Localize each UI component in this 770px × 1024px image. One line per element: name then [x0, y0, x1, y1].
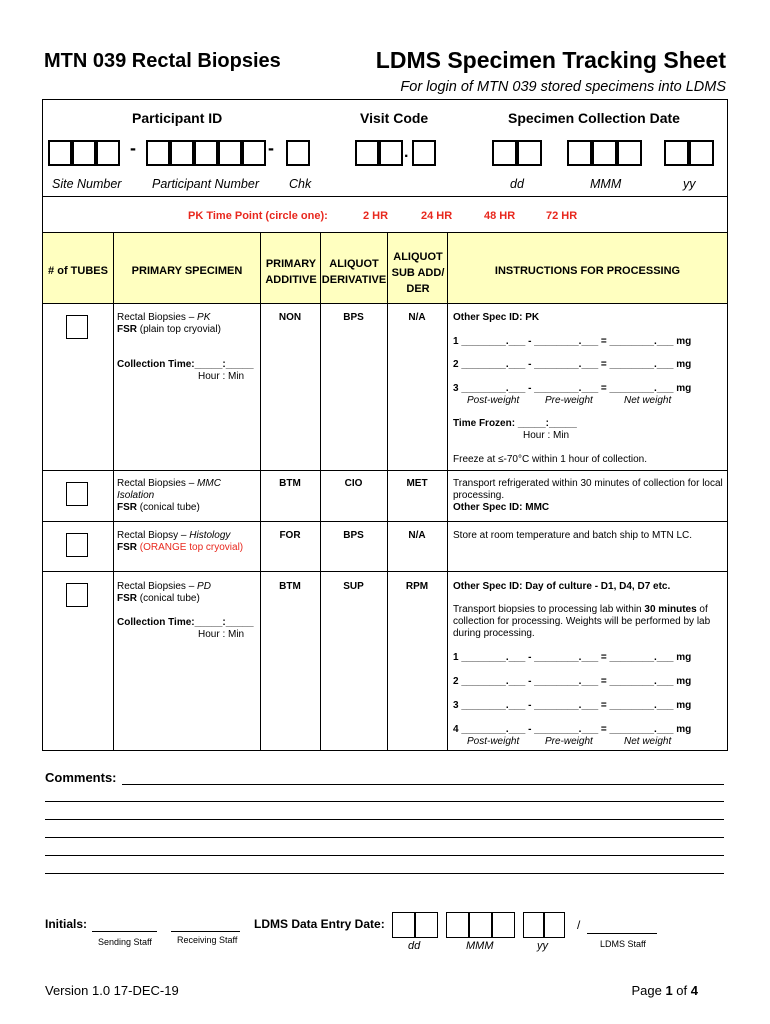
version-label: Version 1.0 17-DEC-19 — [45, 983, 179, 998]
instr-title-pd: Other Spec ID: Day of culture - D1, D4, D7 etc. — [453, 581, 671, 592]
derivative-mmc: CIO — [344, 478, 363, 489]
weight-line-pd-1[interactable]: 1 ________.___ - ________.___ = ________.___ mg — [453, 652, 692, 663]
collection-date-label: Specimen Collection Date — [508, 110, 680, 126]
tube-checkbox-pk[interactable] — [66, 315, 88, 339]
hour-min-caption: Hour : Min — [198, 371, 245, 382]
col-instructions: INSTRUCTIONS FOR PROCESSING — [494, 265, 681, 277]
derivative-pk: BPS — [343, 312, 364, 323]
form-title: MTN 039 Rectal Biopsies — [44, 50, 281, 72]
col-tubes: # of TUBES — [48, 265, 108, 277]
table-row: Rectal Biopsies – MMC Isolation FSR (conical tube) — [117, 478, 221, 513]
weight-line-3[interactable]: 3 ________.___ - ________.___ = ________.___ mg — [453, 383, 692, 394]
dd-caption: dd — [510, 177, 524, 191]
pk-option-72hr[interactable]: 72 HR — [546, 210, 578, 222]
post-weight-caption-pd: Post-weight — [467, 736, 520, 747]
site-number-caption: Site Number — [52, 177, 122, 191]
hour-min-caption-pd: Hour : Min — [198, 629, 245, 640]
col-aliquot-sub: ALIQUOT SUB ADD/ DER — [391, 251, 445, 295]
comments-label: Comments: — [45, 770, 117, 785]
sub-mmc: MET — [406, 478, 428, 489]
sending-staff-field[interactable] — [92, 931, 157, 932]
ldms-staff-caption: LDMS Staff — [600, 939, 646, 949]
visit-code-label: Visit Code — [360, 110, 429, 126]
net-weight-caption-pd: Net weight — [624, 736, 672, 747]
receiving-staff-caption: Receiving Staff — [177, 935, 238, 945]
ldms-staff-field[interactable] — [587, 933, 657, 934]
col-primary-additive: PRIMARY ADDITIVE — [265, 258, 317, 286]
pk-option-24hr[interactable]: 24 HR — [421, 210, 453, 222]
weight-line-2[interactable]: 2 ________.___ - ________.___ = ________.___ mg — [453, 359, 692, 370]
ldms-date-label: LDMS Data Entry Date: — [254, 917, 385, 931]
instr-mmc: Transport refrigerated within 30 minutes of collection for local processing. — [453, 478, 723, 501]
instr-pd: Transport biopsies to processing lab within 30 minutes of collection for processing. Weights will be performed by lab during processing. — [453, 604, 711, 639]
derivative-histology: BPS — [343, 530, 364, 541]
tube-checkbox-histology[interactable] — [66, 533, 88, 557]
additive-pd: BTM — [279, 581, 301, 592]
table-row: Rectal Biopsies – PK FSR (plain top cryovial) — [117, 312, 221, 335]
initials-label: Initials: — [45, 917, 88, 931]
slash-separator: / — [577, 918, 581, 932]
col-primary-specimen: PRIMARY SPECIMEN — [131, 265, 243, 277]
table-row: Rectal Biopsies – PD FSR (conical tube) — [117, 581, 211, 604]
net-weight-caption: Net weight — [624, 395, 672, 406]
pk-option-2hr[interactable]: 2 HR — [363, 210, 389, 222]
participant-id-label: Participant ID — [132, 110, 223, 126]
receiving-staff-field[interactable] — [171, 931, 240, 932]
sheet-title: LDMS Specimen Tracking Sheet — [375, 47, 726, 73]
ldms-yy-caption: yy — [537, 940, 548, 952]
sub-pd: RPM — [405, 581, 429, 592]
id-dash-1: - — [130, 138, 136, 158]
page-number: Page 1 of 4 — [631, 983, 698, 998]
id-dash-2: - — [268, 138, 274, 158]
sending-staff-caption: Sending Staff — [98, 937, 152, 947]
additive-pk: NON — [278, 312, 302, 323]
instr-histology: Store at room temperature and batch ship to MTN LC. — [453, 530, 692, 541]
chk-caption: Chk — [289, 177, 312, 191]
post-weight-caption: Post-weight — [467, 395, 520, 406]
pre-weight-caption: Pre-weight — [545, 395, 593, 406]
tube-checkbox-pd[interactable] — [66, 583, 88, 607]
hour-min-caption-2: Hour : Min — [523, 430, 570, 441]
additive-mmc: BTM — [279, 478, 301, 489]
weight-line-pd-4[interactable]: 4 ________.___ - ________.___ = ________.___ mg — [453, 724, 692, 735]
pk-time-label: PK Time Point (circle one): — [188, 210, 328, 222]
weight-line-pd-2[interactable]: 2 ________.___ - ________.___ = ________.___ mg — [453, 676, 692, 687]
collection-time-pk[interactable]: Collection Time:_____:_____ — [117, 359, 254, 370]
time-frozen-field[interactable]: Time Frozen: _____:_____ — [453, 418, 577, 429]
check-digit-field[interactable] — [286, 140, 310, 166]
ldms-dd-caption: dd — [408, 940, 421, 952]
participant-number-caption: Participant Number — [152, 177, 259, 191]
collection-time-pd[interactable]: Collection Time:_____:_____ — [117, 617, 254, 628]
table-row: Rectal Biopsy – Histology FSR (ORANGE top cryovial) — [117, 530, 244, 553]
ldms-mmm-caption: MMM — [466, 940, 494, 952]
yy-caption: yy — [683, 177, 696, 191]
freeze-instruction: Freeze at ≤-70°C within 1 hour of collection. — [453, 454, 648, 465]
pre-weight-caption-pd: Pre-weight — [545, 736, 593, 747]
col-aliquot-derivative: ALIQUOT DERIVATIVE — [321, 258, 387, 286]
derivative-pd: SUP — [343, 581, 364, 592]
sub-histology: N/A — [408, 530, 426, 541]
visit-code-dot: . — [404, 144, 409, 161]
instr-title-pk: Other Spec ID: PK — [453, 312, 540, 323]
tube-checkbox-mmc[interactable] — [66, 482, 88, 506]
additive-histology: FOR — [279, 530, 301, 541]
mmm-caption: MMM — [590, 177, 622, 191]
pk-option-48hr[interactable]: 48 HR — [484, 210, 516, 222]
sub-pk: N/A — [408, 312, 426, 323]
weight-line-1[interactable]: 1 ________.___ - ________.___ = ________.___ mg — [453, 336, 692, 347]
weight-line-pd-3[interactable]: 3 ________.___ - ________.___ = ________.___ mg — [453, 700, 692, 711]
instr-mmc-spec: Other Spec ID: MMC — [453, 502, 550, 513]
sheet-subtitle: For login of MTN 039 stored specimens into LDMS — [400, 79, 726, 95]
id-section-divider — [42, 196, 728, 197]
